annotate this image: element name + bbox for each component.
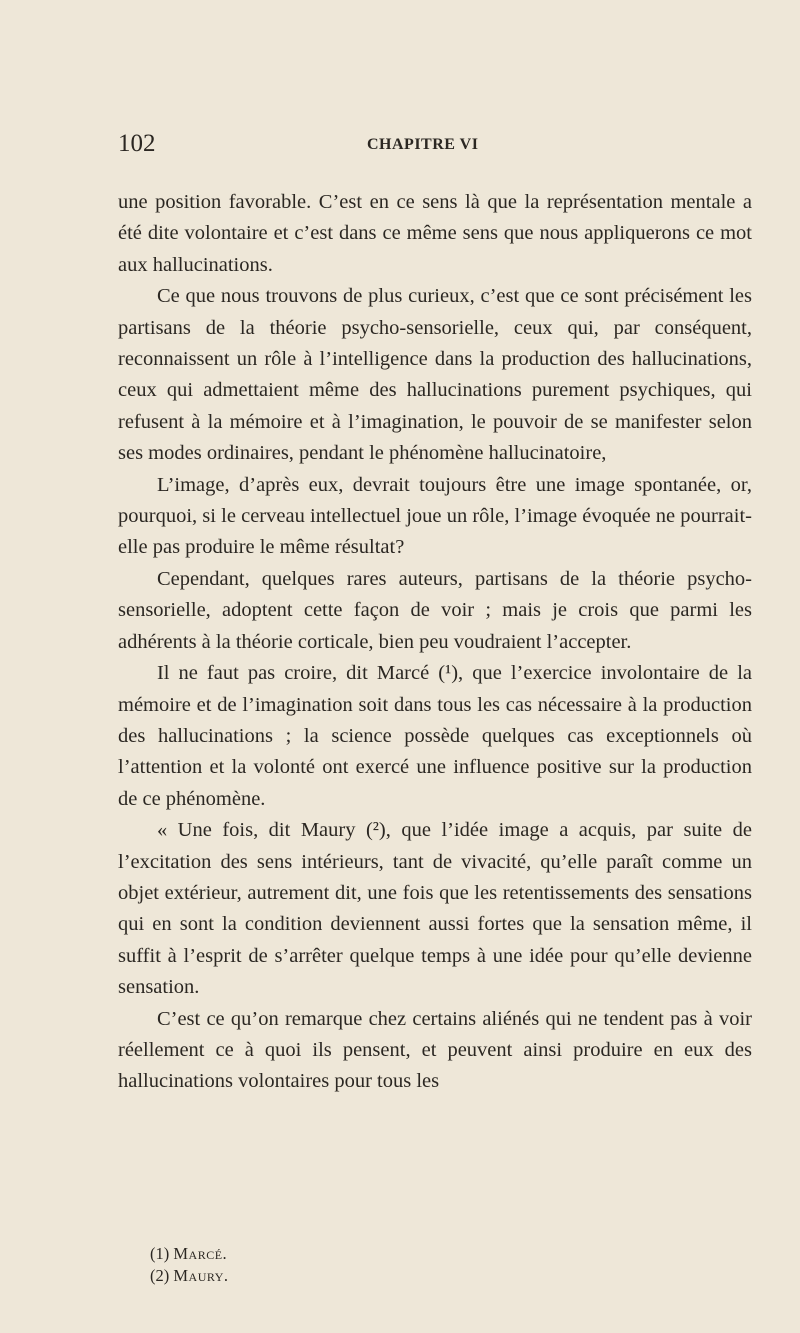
page-header bbox=[0, 129, 800, 169]
footnote-mark: (1) bbox=[150, 1244, 170, 1263]
body-text bbox=[118, 187, 752, 1098]
paragraph: Ce que nous trouvons de plus curieux, c’est que ce sont précisément les partisans de la théorie psycho-sensorielle, ceux qui, par conséquent, reconnaissent un rôle à l’intelligence dans la production des hallucinations, ceux qui admettaient même des hallucinations purement psychiques, qui refusent à la mémoire et à l’imagination, le pouvoir de se manifester selon ses modes ordinaires, pendant le phénomène hallucinatoire, bbox=[118, 285, 752, 465]
footnote bbox=[150, 1265, 650, 1287]
paragraph: Cependant, quelques rares auteurs, partisans de la théorie psycho-sensorielle, adoptent cette façon de voir ; mais je crois que parmi les adhérents à la théorie corticale, bien peu voudraient l’accepter. bbox=[118, 567, 752, 653]
paragraph: Il ne faut pas croire, dit Marcé (¹), que l’exercice involontaire de la mémoire et de l’imagination soit dans tous les cas nécessaire à la production des hallucinations ; la science possède quelques cas exceptionnels où l’attention et la volonté ont exercé une influence positive sur la production de ce phénomène. bbox=[118, 662, 752, 810]
footnote-text: Marcé. bbox=[173, 1244, 228, 1263]
footnotes bbox=[150, 1243, 650, 1287]
footnote-mark: (2) bbox=[150, 1266, 170, 1285]
paragraph: C’est ce qu’on remarque chez certains aliénés qui ne tendent pas à voir réellement ce à quoi ils pensent, et peuvent ainsi produire en eux des hallucinations volontaires pour tous les bbox=[118, 1007, 752, 1093]
paragraph: « Une fois, dit Maury (²), que l’idée image a acquis, par suite de l’excitation des sens intérieurs, tant de vivacité, qu’elle paraît comme un objet extérieur, autrement dit, une fois que les retentissements des sensations qui en sont la condition deviennent aussi fortes que la sensation même, il suffit à l’esprit de s’arrêter quelque temps à une idée pour qu’elle devienne sensation. bbox=[118, 819, 752, 999]
paragraph: une position favorable. C’est en ce sens là que la représentation mentale a été dite volontaire et c’est dans ce même sens que nous appliquerons ce mot aux hallucinations. bbox=[118, 191, 752, 276]
page-number: 102 bbox=[118, 130, 156, 157]
footnote-text: Maury. bbox=[173, 1266, 229, 1285]
paragraph: L’image, d’après eux, devrait toujours être une image spontanée, or, pourquoi, si le cerveau intellectuel joue un rôle, l’image évoquée ne pourrait-elle pas produire le même résultat? bbox=[118, 473, 752, 559]
footnote bbox=[150, 1243, 650, 1265]
running-title: CHAPITRE VI bbox=[367, 136, 479, 153]
